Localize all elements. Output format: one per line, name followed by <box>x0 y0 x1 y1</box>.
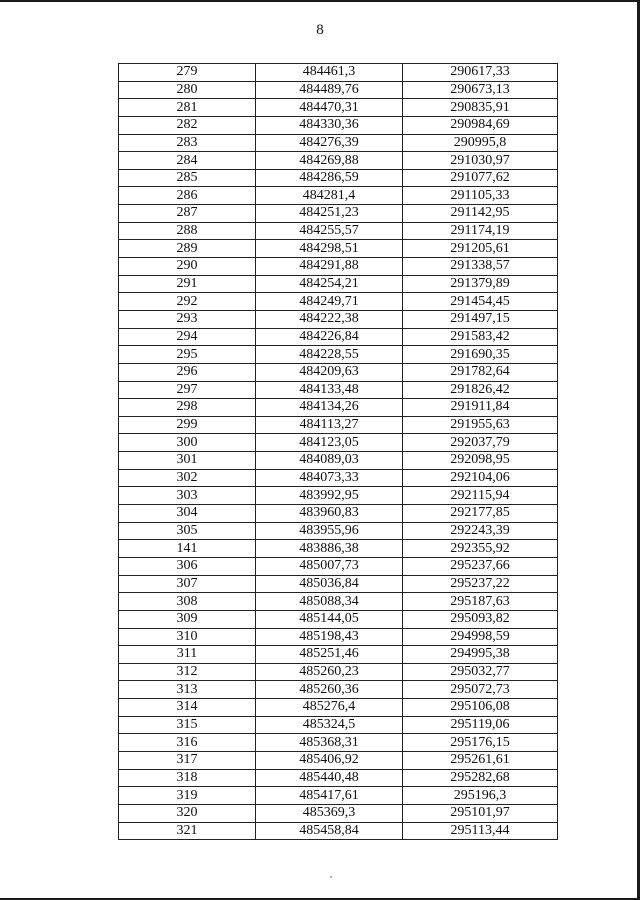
point-number-cell: 317 <box>119 751 256 769</box>
table-row <box>119 663 558 681</box>
point-number-cell: 298 <box>119 399 256 417</box>
x-coordinate-cell: 485144,05 <box>256 610 403 628</box>
y-coordinate-cell: 291338,57 <box>403 258 558 276</box>
y-coordinate-cell: 290835,91 <box>403 99 558 117</box>
point-number-cell: 310 <box>119 628 256 646</box>
y-coordinate-cell: 295101,97 <box>403 804 558 822</box>
y-coordinate-cell: 292104,06 <box>403 469 558 487</box>
y-coordinate-cell: 295093,82 <box>403 610 558 628</box>
table-row <box>119 540 558 558</box>
table-row <box>119 610 558 628</box>
y-coordinate-cell: 291826,42 <box>403 381 558 399</box>
table-row <box>119 505 558 523</box>
table-row <box>119 628 558 646</box>
table-row <box>119 222 558 240</box>
y-coordinate-cell: 295187,63 <box>403 593 558 611</box>
point-number-cell: 295 <box>119 346 256 364</box>
x-coordinate-cell: 485260,36 <box>256 681 403 699</box>
point-number-cell: 320 <box>119 804 256 822</box>
x-coordinate-cell: 485251,46 <box>256 646 403 664</box>
x-coordinate-cell: 484330,36 <box>256 116 403 134</box>
table-row <box>119 751 558 769</box>
table-row <box>119 716 558 734</box>
scan-speck <box>330 876 332 878</box>
table-row <box>119 381 558 399</box>
point-number-cell: 321 <box>119 822 256 840</box>
table-row <box>119 646 558 664</box>
table-row <box>119 434 558 452</box>
table-row <box>119 416 558 434</box>
point-number-cell: 280 <box>119 81 256 99</box>
coordinates-table <box>118 63 558 840</box>
x-coordinate-cell: 483960,83 <box>256 505 403 523</box>
y-coordinate-cell: 292355,92 <box>403 540 558 558</box>
x-coordinate-cell: 485368,31 <box>256 734 403 752</box>
y-coordinate-cell: 291955,63 <box>403 416 558 434</box>
point-number-cell: 300 <box>119 434 256 452</box>
point-number-cell: 312 <box>119 663 256 681</box>
y-coordinate-cell: 295072,73 <box>403 681 558 699</box>
point-number-cell: 318 <box>119 769 256 787</box>
point-number-cell: 279 <box>119 64 256 82</box>
y-coordinate-cell: 295237,22 <box>403 575 558 593</box>
y-coordinate-cell: 291379,89 <box>403 275 558 293</box>
table-row <box>119 99 558 117</box>
y-coordinate-cell: 292098,95 <box>403 452 558 470</box>
table-row <box>119 81 558 99</box>
x-coordinate-cell: 484276,39 <box>256 134 403 152</box>
x-coordinate-cell: 484209,63 <box>256 363 403 381</box>
table-row <box>119 152 558 170</box>
y-coordinate-cell: 295237,66 <box>403 557 558 575</box>
point-number-cell: 293 <box>119 310 256 328</box>
table-row <box>119 787 558 805</box>
point-number-cell: 319 <box>119 787 256 805</box>
table-row <box>119 258 558 276</box>
x-coordinate-cell: 484123,05 <box>256 434 403 452</box>
x-coordinate-cell: 484298,51 <box>256 240 403 258</box>
point-number-cell: 282 <box>119 116 256 134</box>
table-row <box>119 452 558 470</box>
y-coordinate-cell: 291497,15 <box>403 310 558 328</box>
table-row <box>119 116 558 134</box>
y-coordinate-cell: 294995,38 <box>403 646 558 664</box>
y-coordinate-cell: 292243,39 <box>403 522 558 540</box>
table-row <box>119 64 558 82</box>
table-row <box>119 205 558 223</box>
x-coordinate-cell: 485260,23 <box>256 663 403 681</box>
x-coordinate-cell: 484249,71 <box>256 293 403 311</box>
table-row <box>119 804 558 822</box>
point-number-cell: 285 <box>119 169 256 187</box>
x-coordinate-cell: 484254,21 <box>256 275 403 293</box>
x-coordinate-cell: 485458,84 <box>256 822 403 840</box>
point-number-cell: 284 <box>119 152 256 170</box>
point-number-cell: 304 <box>119 505 256 523</box>
x-coordinate-cell: 484222,38 <box>256 310 403 328</box>
x-coordinate-cell: 485406,92 <box>256 751 403 769</box>
page-number: 8 <box>316 22 324 38</box>
table-row <box>119 363 558 381</box>
x-coordinate-cell: 483992,95 <box>256 487 403 505</box>
x-coordinate-cell: 485440,48 <box>256 769 403 787</box>
point-number-cell: 281 <box>119 99 256 117</box>
y-coordinate-cell: 291205,61 <box>403 240 558 258</box>
table-row <box>119 293 558 311</box>
y-coordinate-cell: 295119,06 <box>403 716 558 734</box>
x-coordinate-cell: 484113,27 <box>256 416 403 434</box>
x-coordinate-cell: 484228,55 <box>256 346 403 364</box>
table-row <box>119 557 558 575</box>
x-coordinate-cell: 484470,31 <box>256 99 403 117</box>
x-coordinate-cell: 485417,61 <box>256 787 403 805</box>
point-number-cell: 316 <box>119 734 256 752</box>
table-row <box>119 240 558 258</box>
y-coordinate-cell: 290673,13 <box>403 81 558 99</box>
point-number-cell: 296 <box>119 363 256 381</box>
point-number-cell: 314 <box>119 699 256 717</box>
table-row <box>119 187 558 205</box>
x-coordinate-cell: 484089,03 <box>256 452 403 470</box>
table-row <box>119 310 558 328</box>
x-coordinate-cell: 485369,3 <box>256 804 403 822</box>
y-coordinate-cell: 291174,19 <box>403 222 558 240</box>
x-coordinate-cell: 483955,96 <box>256 522 403 540</box>
y-coordinate-cell: 291030,97 <box>403 152 558 170</box>
table-row <box>119 328 558 346</box>
y-coordinate-cell: 290995,8 <box>403 134 558 152</box>
point-number-cell: 292 <box>119 293 256 311</box>
point-number-cell: 306 <box>119 557 256 575</box>
y-coordinate-cell: 292177,85 <box>403 505 558 523</box>
y-coordinate-cell: 291105,33 <box>403 187 558 205</box>
x-coordinate-cell: 484489,76 <box>256 81 403 99</box>
point-number-cell: 287 <box>119 205 256 223</box>
y-coordinate-cell: 295106,08 <box>403 699 558 717</box>
point-number-cell: 303 <box>119 487 256 505</box>
point-number-cell: 313 <box>119 681 256 699</box>
x-coordinate-cell: 485276,4 <box>256 699 403 717</box>
table-row <box>119 469 558 487</box>
point-number-cell: 301 <box>119 452 256 470</box>
y-coordinate-cell: 295032,77 <box>403 663 558 681</box>
x-coordinate-cell: 484286,59 <box>256 169 403 187</box>
y-coordinate-cell: 291911,84 <box>403 399 558 417</box>
x-coordinate-cell: 485088,34 <box>256 593 403 611</box>
x-coordinate-cell: 484251,23 <box>256 205 403 223</box>
table-row <box>119 575 558 593</box>
x-coordinate-cell: 484291,88 <box>256 258 403 276</box>
point-number-cell: 289 <box>119 240 256 258</box>
table-row <box>119 699 558 717</box>
point-number-cell: 141 <box>119 540 256 558</box>
point-number-cell: 311 <box>119 646 256 664</box>
point-number-cell: 297 <box>119 381 256 399</box>
point-number-cell: 302 <box>119 469 256 487</box>
table-row <box>119 487 558 505</box>
y-coordinate-cell: 291690,35 <box>403 346 558 364</box>
y-coordinate-cell: 290984,69 <box>403 116 558 134</box>
x-coordinate-cell: 484226,84 <box>256 328 403 346</box>
y-coordinate-cell: 292037,79 <box>403 434 558 452</box>
y-coordinate-cell: 294998,59 <box>403 628 558 646</box>
point-number-cell: 308 <box>119 593 256 611</box>
x-coordinate-cell: 484461,3 <box>256 64 403 82</box>
x-coordinate-cell: 484133,48 <box>256 381 403 399</box>
y-coordinate-cell: 291583,42 <box>403 328 558 346</box>
x-coordinate-cell: 485324,5 <box>256 716 403 734</box>
point-number-cell: 307 <box>119 575 256 593</box>
table-row <box>119 681 558 699</box>
point-number-cell: 288 <box>119 222 256 240</box>
x-coordinate-cell: 485007,73 <box>256 557 403 575</box>
table-row <box>119 275 558 293</box>
table-row <box>119 169 558 187</box>
y-coordinate-cell: 295261,61 <box>403 751 558 769</box>
table-row <box>119 522 558 540</box>
y-coordinate-cell: 290617,33 <box>403 64 558 82</box>
y-coordinate-cell: 291454,45 <box>403 293 558 311</box>
table-row <box>119 769 558 787</box>
x-coordinate-cell: 483886,38 <box>256 540 403 558</box>
table-row <box>119 399 558 417</box>
point-number-cell: 299 <box>119 416 256 434</box>
y-coordinate-cell: 295196,3 <box>403 787 558 805</box>
point-number-cell: 286 <box>119 187 256 205</box>
table-row <box>119 822 558 840</box>
y-coordinate-cell: 295113,44 <box>403 822 558 840</box>
x-coordinate-cell: 484134,26 <box>256 399 403 417</box>
table-row <box>119 593 558 611</box>
point-number-cell: 283 <box>119 134 256 152</box>
y-coordinate-cell: 291077,62 <box>403 169 558 187</box>
x-coordinate-cell: 484281,4 <box>256 187 403 205</box>
x-coordinate-cell: 484073,33 <box>256 469 403 487</box>
point-number-cell: 309 <box>119 610 256 628</box>
coordinates-table-body <box>119 64 558 840</box>
y-coordinate-cell: 292115,94 <box>403 487 558 505</box>
y-coordinate-cell: 291142,95 <box>403 205 558 223</box>
point-number-cell: 290 <box>119 258 256 276</box>
point-number-cell: 294 <box>119 328 256 346</box>
point-number-cell: 305 <box>119 522 256 540</box>
x-coordinate-cell: 485198,43 <box>256 628 403 646</box>
x-coordinate-cell: 484269,88 <box>256 152 403 170</box>
point-number-cell: 315 <box>119 716 256 734</box>
x-coordinate-cell: 485036,84 <box>256 575 403 593</box>
table-row <box>119 734 558 752</box>
table-row <box>119 346 558 364</box>
x-coordinate-cell: 484255,57 <box>256 222 403 240</box>
point-number-cell: 291 <box>119 275 256 293</box>
y-coordinate-cell: 295176,15 <box>403 734 558 752</box>
y-coordinate-cell: 291782,64 <box>403 363 558 381</box>
table-row <box>119 134 558 152</box>
y-coordinate-cell: 295282,68 <box>403 769 558 787</box>
